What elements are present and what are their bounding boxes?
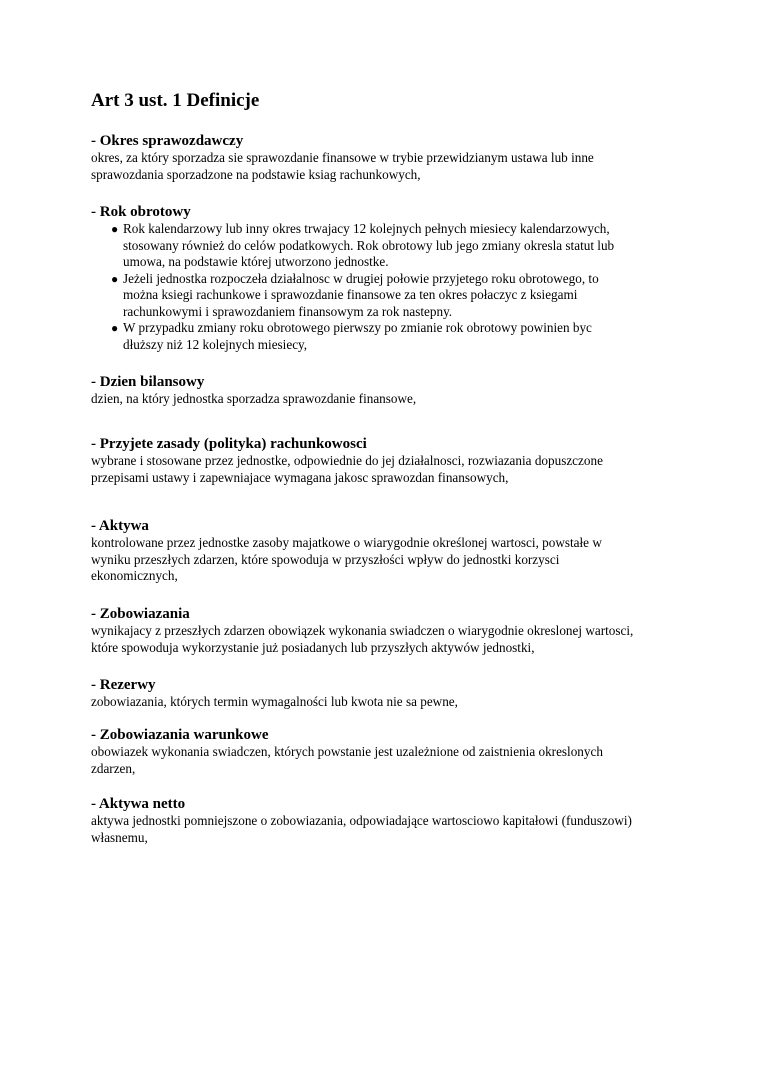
text-line: dłuższy niż 12 kolejnych miesiecy,	[123, 336, 308, 352]
definition-text	[91, 150, 681, 183]
definition-heading: - Rezerwy	[91, 677, 156, 693]
definition-text	[91, 813, 681, 846]
text-line: sprawozdania sporzadzone na podstawie ksiag rachunkowych,	[91, 166, 421, 182]
definition-text	[91, 535, 681, 585]
text-line: które spowoduja wykorzystanie już posiadanych lub przyszłych aktywów jednostki,	[91, 639, 535, 655]
list-item	[91, 271, 681, 321]
definition-heading: - Dzien bilansowy	[91, 374, 205, 390]
text-line: obowiazek wykonania swiadczen, których powstanie jest uzależnione od zaistnienia okreslonych	[91, 744, 603, 759]
text-line: rachunkowymi i sprawozdaniem finansowym za rok nastepny.	[123, 303, 453, 319]
definition-aktywa	[91, 518, 681, 585]
text-line: W przypadku zmiany roku obrotowego pierwszy po zmianie rok obrotowy powinien byc	[123, 320, 592, 335]
definition-text	[91, 694, 681, 711]
definition-przyjete-zasady	[91, 436, 681, 486]
bullet-icon: ●	[111, 271, 119, 286]
text-line: okres, za który sporzadza sie sprawozdanie finansowe w trybie przewidzianym ustawa lub inne	[91, 150, 594, 165]
definition-zobowiazania-warunkowe	[91, 727, 681, 777]
text-line: umowa, na podstawie której utworzono jednostke.	[123, 254, 389, 269]
text-line: własnemu,	[91, 829, 148, 845]
text-line: wynikajacy z przeszłych zdarzen obowiązek wykonania swiadczen o wiarygodnie okreslonej wartosci,	[91, 623, 634, 638]
text-line: przepisami ustawy i zapewniajace wymagana jakosc sprawozdan finansowych,	[91, 469, 509, 485]
text-line: Rok kalendarzowy lub inny okres trwajacy 12 kolejnych pełnych miesiecy kalendarzowych,	[123, 221, 610, 236]
definition-heading: - Aktywa netto	[91, 796, 186, 812]
definition-okres-sprawozdawczy	[91, 133, 681, 183]
text-line: wyniku przeszłych zdarzen, które spowoduja w przyszłości wpływ do jednostki korzysci	[91, 551, 560, 567]
definition-heading: - Zobowiazania	[91, 606, 190, 622]
definition-text	[91, 391, 681, 408]
definition-zobowiazania	[91, 606, 681, 656]
text-line: zdarzen,	[91, 760, 136, 776]
definition-text	[91, 453, 681, 486]
text-line: kontrolowane przez jednostke zasoby majatkowe o wiarygodnie określonej wartosci, powstałe w	[91, 535, 602, 550]
bullet-icon: ●	[111, 321, 119, 335]
text-line: stosowany również do celów podatkowych. Rok obrotowy lub jego zmiany okresla statut lub	[123, 237, 615, 253]
text-line: aktywa jednostki pomniejszone o zobowiazania, odpowiadające wartosciowo kapitałowi (funduszowi)	[91, 813, 632, 828]
definition-heading: - Zobowiazania warunkowe	[91, 727, 269, 743]
definition-rezerwy	[91, 677, 681, 711]
list-item	[91, 221, 681, 271]
definition-aktywa-netto	[91, 796, 681, 846]
definition-text	[91, 623, 681, 656]
text-line: ekonomicznych,	[91, 568, 178, 583]
list-item	[91, 320, 681, 353]
bullet-icon: ●	[111, 222, 119, 236]
text-line: zobowiazania, których termin wymagalności lub kwota nie sa pewne,	[91, 694, 458, 709]
definition-rok-obrotowy	[91, 204, 681, 353]
page-title: Art 3 ust. 1 Definicje	[91, 90, 260, 111]
definition-text	[91, 744, 681, 777]
definition-heading: - Rok obrotowy	[91, 204, 191, 220]
text-line: wybrane i stosowane przez jednostke, odpowiednie do jej działalnosci, rozwiazania dopuszczone	[91, 453, 603, 468]
definition-heading: - Okres sprawozdawczy	[91, 133, 244, 149]
bullet-list	[91, 221, 681, 353]
definition-heading: - Przyjete zasady (polityka) rachunkowosci	[91, 436, 367, 452]
definition-dzien-bilansowy	[91, 374, 681, 408]
definition-heading: - Aktywa	[91, 518, 149, 534]
text-line: dzien, na który jednostka sporzadza sprawozdanie finansowe,	[91, 391, 417, 406]
text-line: Jeżeli jednostka rozpoczeła działalnosc w drugiej połowie przyjetego roku obrotowego, to	[123, 270, 599, 286]
text-line: można ksiegi rachunkowe i sprawozdanie finansowe za ten okres połaczyc z ksiegami	[123, 287, 578, 302]
